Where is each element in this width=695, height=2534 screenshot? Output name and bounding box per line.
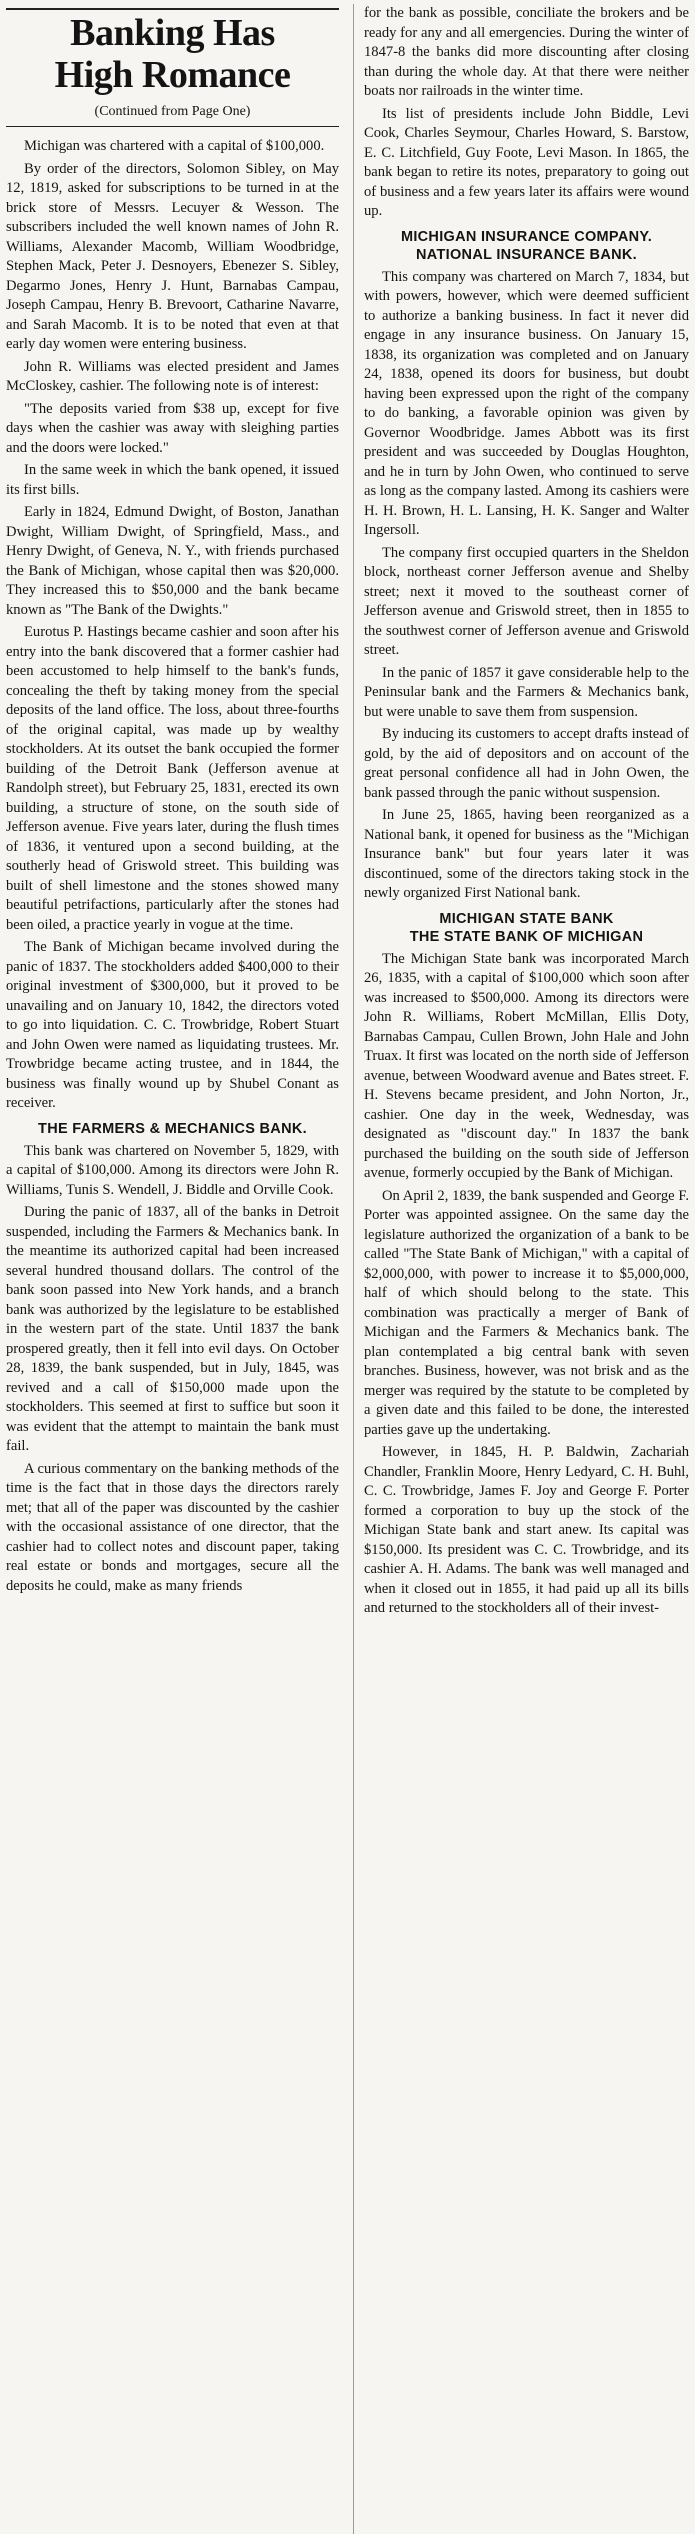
continued-note: (Continued from Page One) <box>6 104 339 127</box>
section-subhead <box>364 228 689 264</box>
column-left <box>6 4 339 2534</box>
section-subhead <box>364 910 689 946</box>
column-right <box>353 4 689 2534</box>
paragraph: In the panic of 1857 it gave considerable help to the Peninsular bank and the Farmers & Mechanics bank, but were unable to save them from suspension. <box>364 664 689 720</box>
paragraph: Its list of presidents include John Biddle, Levi Cook, Charles Seymour, Charles Howard, S. Barstow, E. C. Litchfield, Guy Foote, Levi Mason. In 1865, the bank began to retire its notes, preparatory to going out of business and a few years later its affairs were wound up. <box>364 105 689 219</box>
article-headline <box>6 8 339 96</box>
paragraph: However, in 1845, H. P. Baldwin, Zachariah Chandler, Franklin Moore, Henry Ledyard, C. H. Buhl, C. C. Trowbridge, James F. Joy and George F. Porter formed a corporation to buy up the stock of the Michigan State bank and start anew. Its capital was $150,000. Its president was C. C. Trowbridge, and its cashier A. H. Adams. The bank was well managed and when it closed out in 1855, it had paid up all its bills and returned to the stockholders all of their invest- <box>364 1444 689 1616</box>
paragraph: The Michigan State bank was incorporated March 26, 1835, with a capital of $100,000 which soon after was increased to $500,000. Among its directors were John R. Williams, Robert McMillan, Ellis Doty, Barnabas Campau, Cullen Brown, John Hale and John Truax. It first was located on the north side of Jefferson avenue, between Woodward avenue and Bates street. F. H. Stevens became president, and John Norton, Jr., cashier. One day in the week, Wednesday, was designated as "discount day." In 1837 the bank purchased the building on the south side of Jefferson avenue, formerly occupied by the Bank of Michigan. <box>364 950 689 1181</box>
paragraph: During the panic of 1837, all of the banks in Detroit suspended, including the Farmers & Mechanics bank. In the meantime its authorized capital had been increased several hundred thousand dollars. The control of the bank soon passed into New York hands, and a branch bank was authorized by the legislature to be established in the western part of the state. Until 1837 the bank prospered greatly, then it fell into evil days. On October 28, 1839, the bank suspended, but in July, 1845, was revived and a call of $150,000 made upon the stockholders. This seemed at first to suffice but soon it was evident that the attempt to maintain the bank must fail. <box>6 1204 339 1454</box>
paragraph: A curious commentary on the banking methods of the time is the fact that in those days the directors rarely met; that all of the paper was discounted by the cashier with the occasional assistance of one director, that the cashier had to collect notes and discount paper, taking real estate or bonds and mortgages, secure all the deposits he could, make as many friends <box>6 1460 339 1594</box>
quote-paragraph: "The deposits varied from $38 up, except for five days when the cashier was away with sleighing parties and the doors were locked." <box>6 400 339 456</box>
paragraph: for the bank as possible, conciliate the brokers and be ready for any and all emergencies. During the winter of 1847-8 the banks did more discounting after closing than during the whole day. At that there were neither boats nor railroads in the winter time. <box>364 5 689 99</box>
paragraph: Michigan was chartered with a capital of $100,000. <box>24 138 325 154</box>
paragraph: This bank was chartered on November 5, 1829, with a capital of $100,000. Among its directors were John R. Williams, Tunis S. Wendell, J. Biddle and Orville Cook. <box>6 1142 339 1198</box>
paragraph: Early in 1824, Edmund Dwight, of Boston, Janathan Dwight, William Dwight, of Springfield, Mass., and Henry Dwight, of Geneva, N. Y., with friends purchased the Bank of Michigan, whose capital then was $20,000. They increased this to $50,000 and the bank became known as "The Bank of the Dwights." <box>6 504 339 618</box>
paragraph: The company first occupied quarters in the Sheldon block, northeast corner Jefferson avenue and Shelby street; next it moved to the southeast corner of Jefferson avenue and Griswold street, then in 1855 to the southwest corner of Jefferson avenue and Griswold street. <box>364 544 689 658</box>
subhead-line: MICHIGAN INSURANCE COMPANY. <box>400 228 653 245</box>
paragraph: On April 2, 1839, the bank suspended and George F. Porter was appointed assignee. On the same day the legislature authorized the organization of a bank to be called "The State Bank of Michigan," with a capital of $2,000,000, with power to increase it to $5,000,000, half of which should belong to the state. This combination was practically a merger of Bank of Michigan and the Farmers & Mechanics bank. The plan contemplated a big central bank with seven branches. Business, however, was not brisk and as the merger was required by the statute to be completed by a given date and this failed to be done, the interested parties gave up the undertaking. <box>364 1187 689 1438</box>
headline-line-1: Banking Has <box>70 12 275 54</box>
paragraph: In the same week in which the bank opened, it issued its first bills. <box>6 462 339 498</box>
subhead-line: THE STATE BANK OF MICHIGAN <box>409 928 644 945</box>
paragraph: By inducing its customers to accept drafts instead of gold, by the aid of depositors and on account of the great personal confidence all had in John Owen, the bank passed through the panic without suspension. <box>364 726 689 801</box>
paragraph: Eurotus P. Hastings became cashier and soon after his entry into the bank discovered that a former cashier had been accustomed to help himself to the bank's funds, concealing the theft by taking money from the special deposits of the land office. The loss, about three-fourths of the original capital, was made up by wealthy stockholders. At its outset the bank occupied the former building of the Detroit Bank (Jefferson avenue at Randolph street), but February 25, 1831, erected its own building, a structure of stone, on the south side of Jefferson avenue. Five years later, during the flush times of 1836, it ventured upon a second building, at the southerly head of Griswold street. This building was built of shell limestone and the stones showed many beautiful petrifactions, particularly after the stones had been oiled, a practice yearly in vogue at the time. <box>6 624 339 933</box>
headline-line-2: High Romance <box>54 54 291 96</box>
paragraph: By order of the directors, Solomon Sibley, on May 12, 1819, asked for subscriptions to be turned in at the brick store of Messrs. Lecuyer & Wesson. The subscribers included the well known names of John R. Williams, Alexander Macomb, William Woodbridge, Stephen Mack, Peter J. Desnoyers, Ebenezer S. Sibley, Degarmo Jones, Henry J. Hunt, Barnabas Campau, Joseph Campau, Henry B. Brevoort, Catharine Navarre, and Sarah Macomb. It is to be noted that even at that early day women were entering business. <box>6 160 339 352</box>
subhead-line: NATIONAL INSURANCE BANK. <box>416 246 637 263</box>
paragraph: This company was chartered on March 7, 1834, but with powers, however, which were deemed sufficient to authorize a banking business. In fact it never did engage in any insurance business. On January 15, 1838, its organization was completed and on January 24, 1838, opened its doors for business, but doubt having been expressed upon the right of the company to do banking, a favorable opinion was given by Governor Woodbridge. James Abbott was its first president and was succeeded by Douglas Houghton, and he in turn by John Owen, who continued to serve as long as the company lasted. Among its cashiers were H. H. Brown, H. L. Lansing, H. K. Sanger and Walter Ingersoll. <box>364 268 689 538</box>
paragraph: John R. Williams was elected president and James McCloskey, cashier. The following note is of interest: <box>6 358 339 394</box>
subhead-line: MICHIGAN STATE BANK <box>439 910 614 927</box>
paragraph: In June 25, 1865, having been reorganized as a National bank, it opened for business as the "Michigan Insurance bank" but four years later it was discontinued, some of the directors taking stock in the newly organized First National bank. <box>364 807 689 901</box>
paragraph: The Bank of Michigan became involved during the panic of 1837. The stockholders added $400,000 to their original investment of $300,000, but it proved to be unavailing and on January 10, 1842, the directors voted to go into liquidation. C. C. Trowbridge, Robert Stuart and John Owen were named as liquidating trustees. Mr. Trowbridge became acting trustee, and in 1844, the business was finally wound up by Shubel Conant as receiver. <box>6 939 339 1111</box>
section-subhead: THE FARMERS & MECHANICS BANK. <box>38 1120 307 1137</box>
